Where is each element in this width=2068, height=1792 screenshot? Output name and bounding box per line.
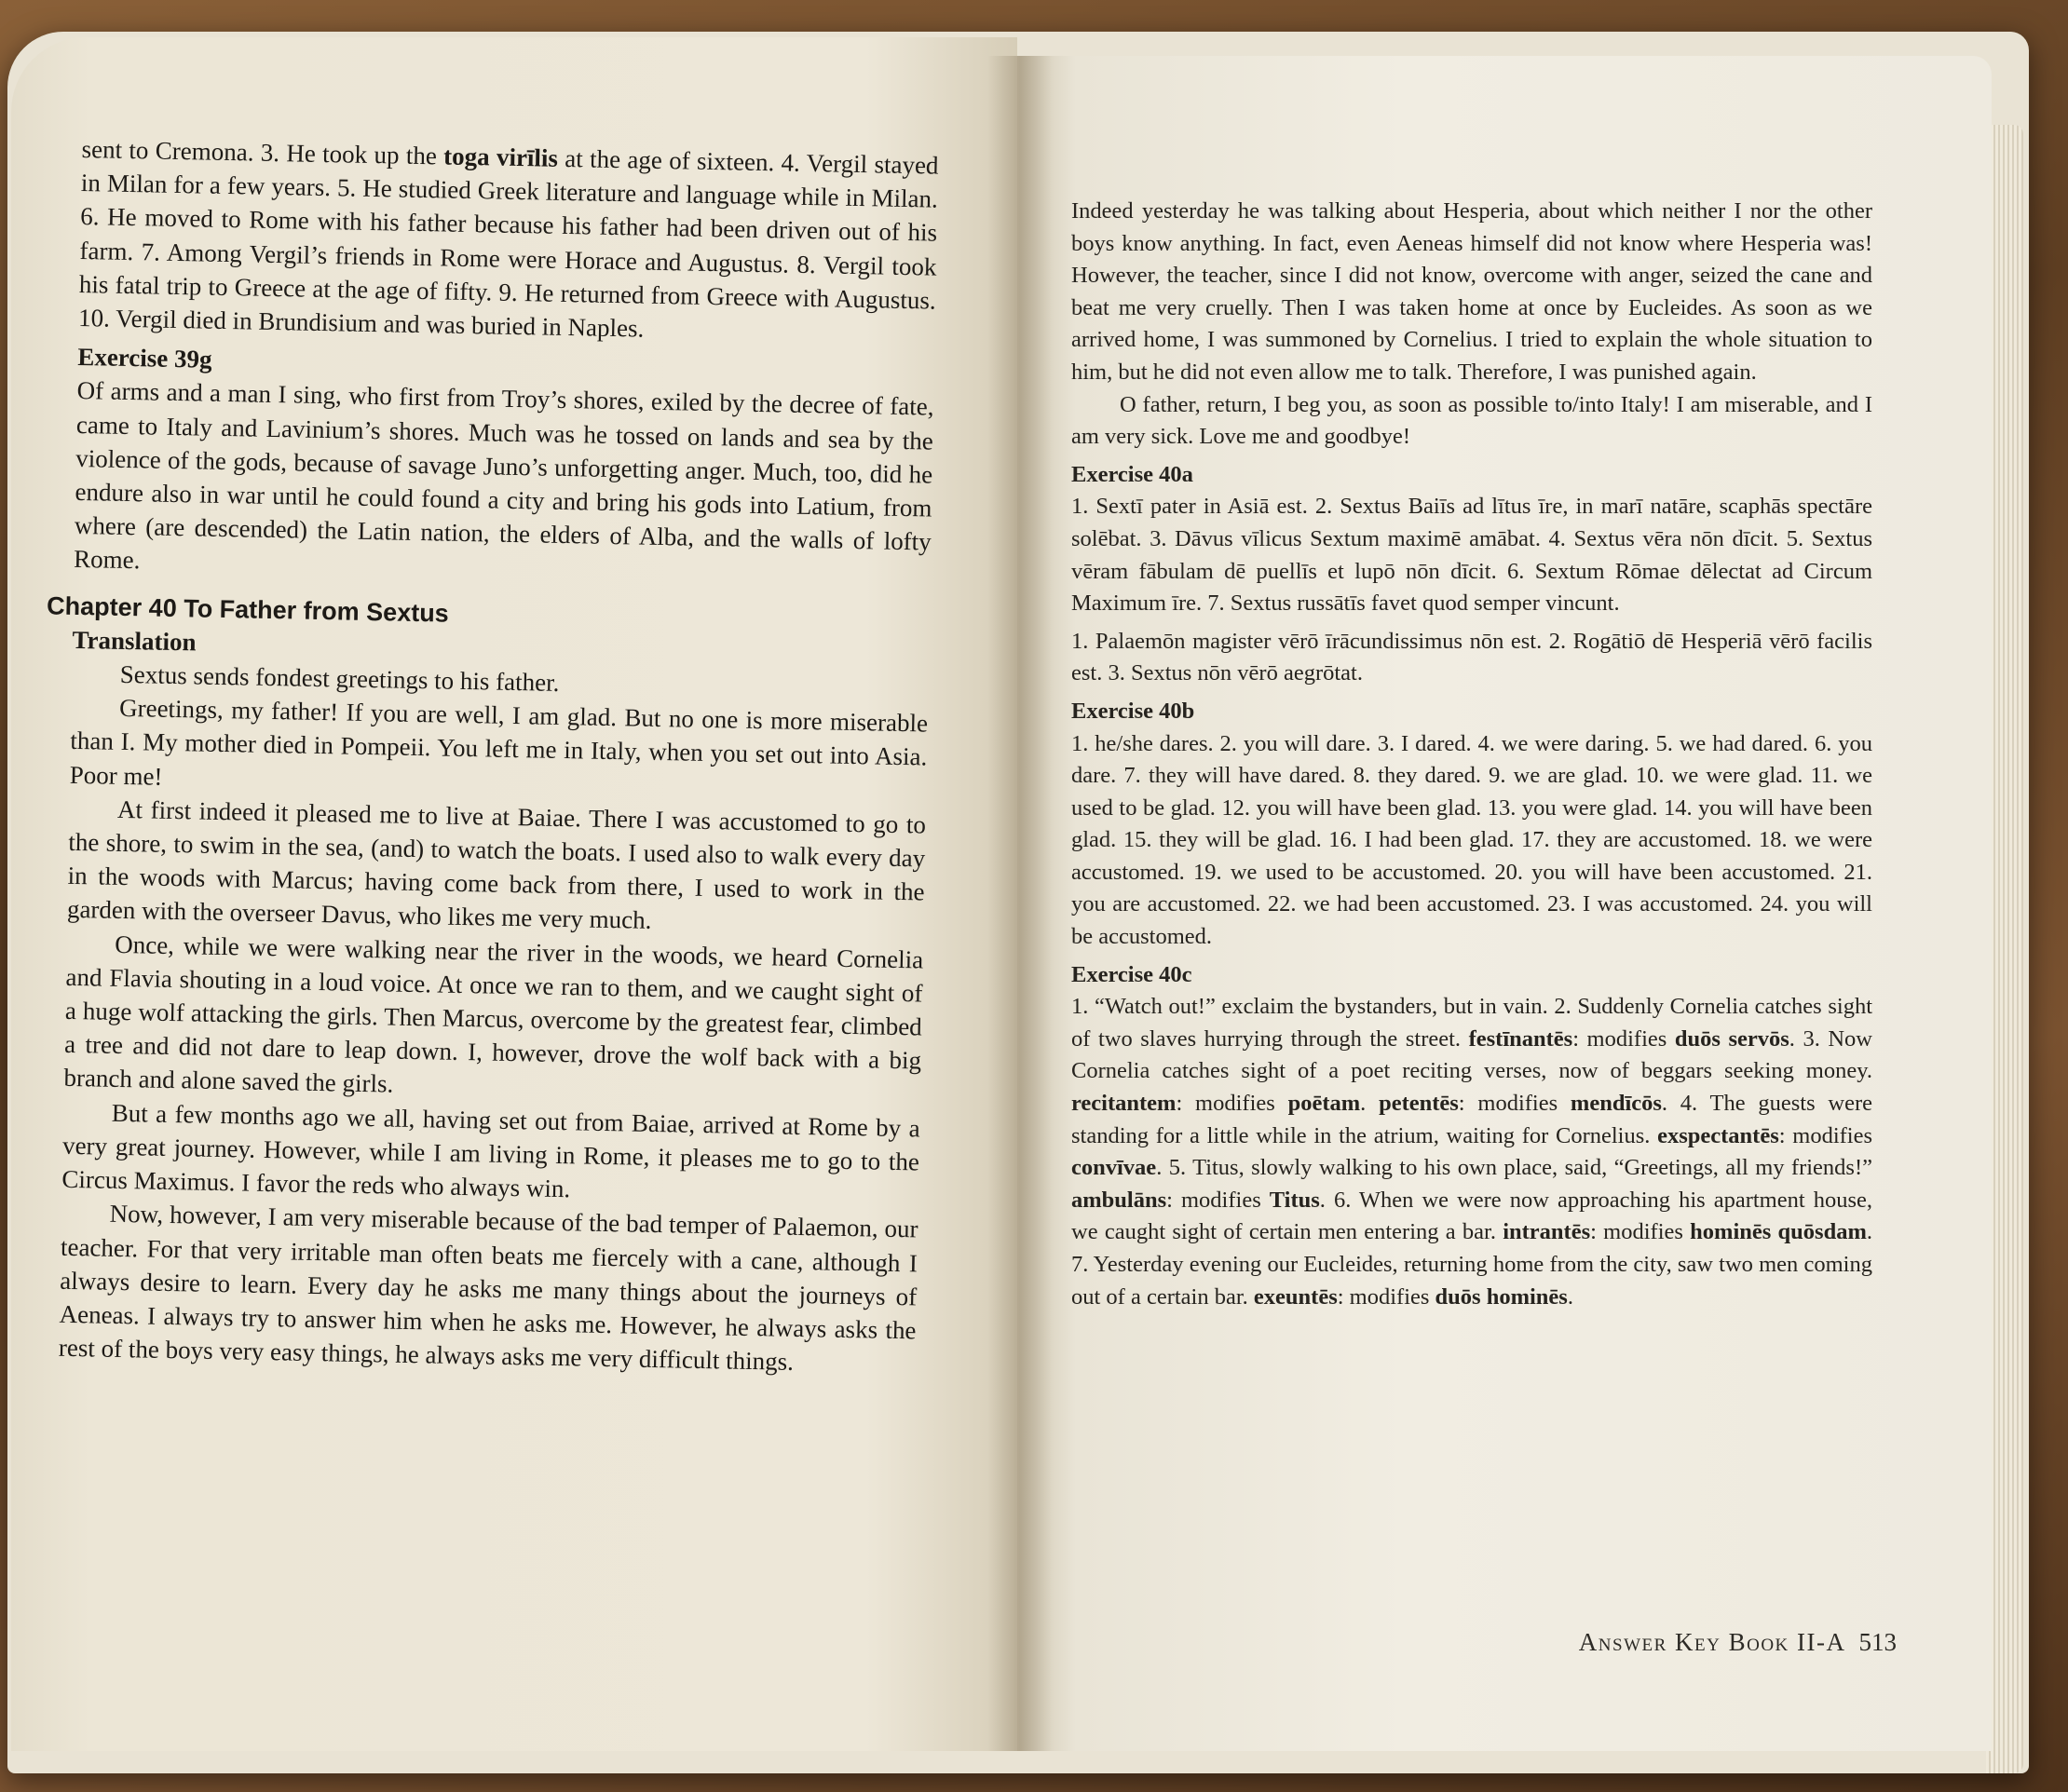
text-run: : modifies bbox=[1590, 1219, 1691, 1245]
text-run: : modifies bbox=[1166, 1187, 1270, 1213]
text-run: : modifies bbox=[1337, 1283, 1435, 1310]
bold-term: festīnantēs bbox=[1468, 1025, 1573, 1052]
vergil-answers-paragraph bbox=[78, 132, 939, 351]
text-run: . 6. When we were now approaching his apartment house, we caught sight of certain men entering a bar. bbox=[1071, 1187, 1872, 1245]
exercise-40c-text bbox=[1071, 991, 1872, 1313]
letter-closing: O father, return, I beg you, as soon as possible to/into Italy! I am miserable, and I am very sick. Love me and goodbye! bbox=[1071, 391, 1872, 450]
left-page-text bbox=[46, 132, 939, 1381]
letter-paragraph: Once, while we were walking near the river in the woods, we heard Cornelia and Flavia shouting in a loud voice. At once we ran to them, and we caught sight of a huge wolf attacking the girls. Then Marcus, overcome by the greatest fear, climbed a tree and did not dare to leap down. I, however, drove the wolf back with a big branch and alone saved the girls. bbox=[63, 930, 924, 1099]
exercise-40b-heading: Exercise 40b bbox=[1071, 698, 1195, 724]
text-run: : modifies bbox=[1572, 1025, 1675, 1052]
letter-paragraph: Greetings, my father! If you are well, I am glad. But no one is more miserable than I. My mother died in Pompeii. You left me in Italy, when you set out into Asia. Poor me! bbox=[69, 694, 929, 791]
bold-term: mendīcōs bbox=[1570, 1091, 1662, 1117]
text-run: . 5. Titus, slowly walking to his own place, said, “Greetings, all my friends!” bbox=[1156, 1155, 1872, 1181]
text-run: . 7. Yesterday evening our Eucleides, returning home from the city, saw two men coming out of a certain bar. bbox=[1071, 1219, 1872, 1310]
letter-continuation: Indeed yesterday he was talking about Hesperia, about which neither I nor the other boys know anything. In fact, even Aeneas himself did not know where Hesperia was! However, the teacher, since I did not know, overcome with anger, seized the cane and beat me very cruelly. Then I was taken home at once by Eucleides. As soon as we arrived home, I was summoned by Cornelius. I tried to explain the whole situation to him, but he did not even allow me to talk. Therefore, I was punished again. bbox=[1071, 198, 1872, 385]
exercise-40a-heading: Exercise 40a bbox=[1071, 461, 1193, 487]
page-edges bbox=[1986, 125, 2023, 1773]
bold-term: toga virīlis bbox=[442, 142, 559, 172]
bold-term: hominēs quōsdam bbox=[1690, 1219, 1867, 1245]
text-run: at the age of sixteen. 4. Vergil stayed in Milan for a few years. 5. He studied Greek literature and language while in Milan. 6. He moved to Rome with his father because his father had been driven out of his farm. 7. Among Vergil’s friends in Rome were Horace and Augustus. 8. Vergil took his fatal trip to Greece at the age of fifty. 9. He returned from Greece with Augustus. 10. Vergil died in Brundisium and was buried in Naples. bbox=[77, 143, 939, 343]
book-gutter bbox=[987, 56, 1053, 1751]
right-page-text bbox=[1071, 196, 1872, 1313]
text-run: sent to Cremona. 3. He took up the bbox=[81, 134, 444, 170]
bold-term: poētam bbox=[1287, 1091, 1361, 1117]
bold-term: convīvae bbox=[1071, 1155, 1157, 1181]
text-run: 1. “Watch out!” exclaim the bystanders, but in vain. 2. Suddenly Cornelia catches sight of two slaves hurrying through the street. bbox=[1071, 994, 1872, 1052]
bold-term: intrantēs bbox=[1503, 1219, 1591, 1245]
chapter-40-heading: Chapter 40 To Father from Sextus bbox=[46, 591, 450, 628]
page-number: 513 bbox=[1858, 1628, 1897, 1656]
bold-term: duōs servōs bbox=[1674, 1025, 1789, 1052]
running-head: Answer Key Book II-A bbox=[1578, 1628, 1846, 1656]
bold-term: exspectantēs bbox=[1657, 1122, 1779, 1148]
text-run: : modifies bbox=[1458, 1091, 1571, 1117]
exercise-40a-part-1: 1. Sextī pater in Asiā est. 2. Sextus Baiīs ad lītus īre, in marī natāre, scaphās spectāre solēbat. 3. Dāvus vīlicus Sextum maximē amābat. 4. Sextus vēra nōn dīcit. 5. Sextus vēram fābulam dē puellīs et lupō nōn dīcit. 6. Sextum Rōmae dēlectat ad Circum Maximum īre. 7. Sextus russātīs favet quod semper vincunt. bbox=[1071, 494, 1872, 617]
text-run: . 3. Now Cornelia catches sight of a poet reciting verses, now of beggars seeking money. bbox=[1071, 1025, 1873, 1084]
text-run: . bbox=[1360, 1091, 1380, 1117]
bold-term: ambulāns bbox=[1071, 1187, 1167, 1213]
text-run: : modifies bbox=[1778, 1122, 1873, 1148]
bold-term: recitantem bbox=[1071, 1091, 1177, 1117]
letter-paragraph: Sextus sends fondest greetings to his father. bbox=[119, 659, 560, 697]
exercise-39g-heading: Exercise 39g bbox=[77, 343, 212, 373]
text-run: . bbox=[1567, 1283, 1573, 1310]
exercise-40a-part-2: 1. Palaemōn magister vērō īrācundissimus nōn est. 2. Rogātiō dē Hesperiā vērō facilis est. 3. Sextus nōn vērō aegrōtat. bbox=[1071, 628, 1872, 686]
bold-term: petentēs bbox=[1379, 1091, 1459, 1117]
exercise-39g-text: Of arms and a man I sing, who first from Troy’s shores, exiled by the decree of fate, came to Italy and Lavinium’s shores. Much was he tossed on lands and sea by the violence of the gods, because of savage Juno’s unforgetting anger. Much, too, did he endure also in war until he could found a city and bring his gods into Latium, from where (are descended) the Latin nation, the elders of Alba, and the walls of lofty Rome. bbox=[73, 376, 934, 575]
letter-paragraph: At first indeed it pleased me to live at Baiae. There I was accustomed to go to the shore, to swim in the sea, (and) to watch the boats. I used also to walk every day in the woods with Marcus; having come back from there, I used to work in the garden with the overseer Davus, who likes me very much. bbox=[66, 794, 927, 935]
exercise-40b-text: 1. he/she dares. 2. you will dare. 3. I dared. 4. we were daring. 5. we had dared. 6. you dare. 7. they will have dared. 8. they dared. 9. we are glad. 10. we were glad. 11. we used to be glad. 12. you will have been glad. 13. you were glad. 14. you will have been glad. 15. they will be glad. 16. I had been glad. 17. they are accustomed. 18. we were accustomed. 19. we used to be accustomed. 20. you will have been accustomed. 21. you are accustomed. 22. we had been accustomed. 23. I was accustomed. 24. you will be accustomed. bbox=[1071, 730, 1872, 950]
bold-term: exeuntēs bbox=[1253, 1283, 1338, 1310]
page-footer bbox=[1496, 1628, 1897, 1657]
letter-paragraph: Now, however, I am very miserable because of the bad temper of Palaemon, our teacher. For that very irritable man often beats me fiercely with a cane, although I always desire to learn. Every day he asks me many things about the journeys of Aeneas. I always try to answer him when he asks me. However, he always asks the rest of the boys very easy things, he always asks me very difficult things. bbox=[58, 1200, 918, 1377]
text-run: : modifies bbox=[1176, 1091, 1288, 1117]
letter-paragraph: But a few months ago we all, having set out from Baiae, arrived at Rome by a very great journey. However, while I am living in Rome, it pleases me to go to the Circus Maximus. I favor the reds who always win. bbox=[61, 1098, 920, 1203]
exercise-40c-heading: Exercise 40c bbox=[1071, 961, 1192, 987]
bold-term: Titus bbox=[1269, 1187, 1320, 1213]
translation-heading: Translation bbox=[72, 625, 197, 657]
bold-term: duōs hominēs bbox=[1435, 1283, 1568, 1310]
text-run: . 4. The guests were standing for a little while in the atrium, waiting for Cornelius. bbox=[1071, 1091, 1873, 1148]
